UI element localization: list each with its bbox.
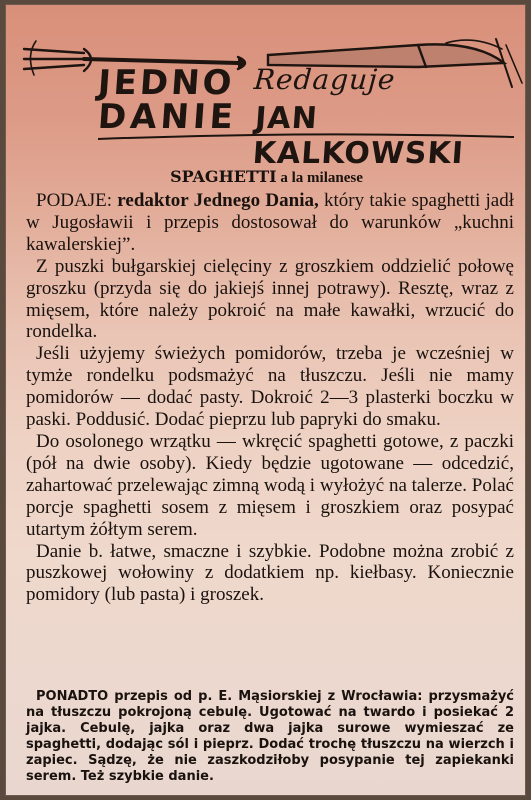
addendum-text: PONADTO przepis od p. E. Mąsiorskiej z Wrocławia: przysmażyć na tłuszczu pokrojoną cebulę. Ugotować na twardo i posiekać 2 jajka. Cebulę, jajka oraz dwa jajka surowe wymieszać ze spaghetti, dodając sól i pieprz. Dodać trochę tłuszczu na wierzch i zapiec. Sądzę, że nie zaszkodziłoby posypanie tej zapiekanki serem. Też szybkie danie. — [26, 689, 514, 785]
recipe-body — [26, 190, 514, 606]
recipe-paragraph: Jeśli użyjemy świeżych pomidorów, trzeba je wcześniej w tymże rondelku podsmażyć na tłuszczu. Jeśli nie mamy pomidorów — dodać pasty. Dokroić 2—3 plasterki boczku w paski. Poddusić. Dodać pieprzu lub papryki do smaku. — [26, 343, 514, 431]
recipe-paragraph: Do osolonego wrzątku — wkręcić spaghetti gotowe, z paczki (pół na dwie osoby). Kiedy będzie ugotowane — odcedzić, zahartować przelewając zimną wodą i wyłożyć na talerze. Polać porcje spaghetti sosem z mięsem i groszkiem oraz posypać utartym żółtym serem. — [26, 430, 514, 540]
recipe-paragraph — [26, 190, 514, 256]
recipe-paragraph: Danie b. łatwe, smaczne i szybkie. Podobne można zrobić z puszkowej wołowiny z dodatkiem np. kiełbasy. Koniecznie pomidory (lub pasta) i groszek. — [26, 540, 514, 606]
paragraph-text: który takie spaghetti jadł w Jugosławii i przepis dostosował do warunków „kuchni kawalerskiej”. — [26, 190, 514, 255]
recipe-title — [6, 167, 526, 187]
masthead — [6, 5, 526, 171]
paragraph-bold: redaktor Jednego Dania, — [117, 190, 319, 211]
paragraph-lead: PODAJE: — [36, 190, 118, 211]
recipe-addendum — [26, 689, 514, 786]
masthead-redaguje: Redaguje — [252, 63, 397, 96]
recipe-title-suffix: a la milanese — [276, 170, 363, 186]
masthead-editor-name: JAN KALKOWSKI — [251, 101, 466, 171]
masthead-word-jedno: JEDNO — [96, 63, 236, 103]
newspaper-clipping — [5, 4, 526, 796]
recipe-title-main: SPAGHETTI — [170, 167, 277, 186]
recipe-paragraph: Z puszki bułgarskiej cielęciny z groszkiem oddzielić połowę groszku (przyda się do jakiejś innej potrawy). Resztę, wraz z mięsem, które należy pokroić na małe kawałki, wrzucić do rondelka. — [26, 255, 514, 343]
masthead-word-danie: DANIE — [96, 97, 239, 137]
